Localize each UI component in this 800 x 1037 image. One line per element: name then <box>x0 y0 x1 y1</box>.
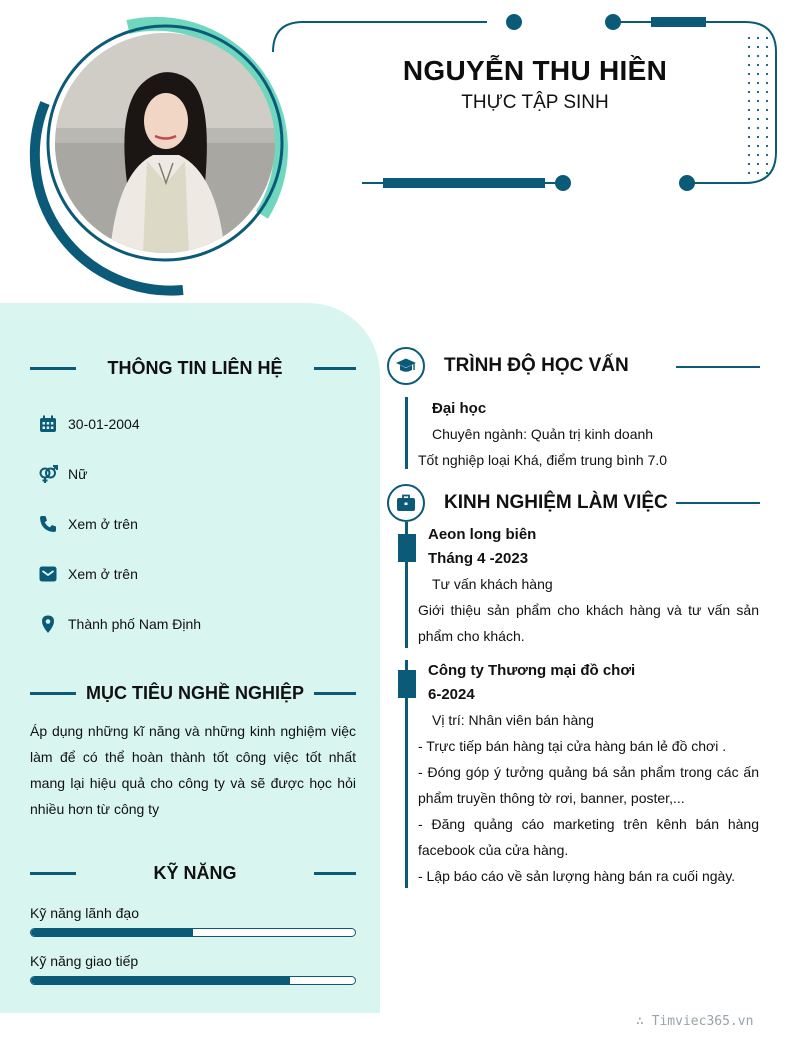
job-detail: - Đóng góp ý tưởng quảng bá sản phẩm trong các ấn phẩm truyền thông tờ rơi, banner, poster,... <box>418 764 759 806</box>
objective-title: MỤC TIÊU NGHỀ NGHIỆP <box>85 683 304 703</box>
skill-bar-fill <box>31 929 193 936</box>
job-detail: - Lập báo cáo về sản lượng hàng bán ra cuối ngày. <box>418 868 736 884</box>
contact-value: 30-01-2004 <box>68 416 140 432</box>
divider-line <box>314 872 356 875</box>
job-company: Công ty Thương mại đồ chơi <box>428 662 636 679</box>
divider-line <box>30 367 76 370</box>
education-result: Tốt nghiệp loại Khá, điểm trung bình 7.0 <box>418 452 668 468</box>
profile-photo <box>55 33 275 253</box>
divider-line <box>30 692 76 695</box>
education-title: TRÌNH ĐỘ HỌC VẤN <box>444 355 629 376</box>
divider-line <box>314 367 356 370</box>
experience-title: KINH NGHIỆM LÀM VIỆC <box>444 492 668 513</box>
phone-icon <box>37 513 59 535</box>
job-detail: Giới thiệu sản phẩm cho khách hàng và tư vấn sản phẩm cho khách. <box>418 602 759 644</box>
contact-item-birthday <box>37 413 140 435</box>
divider-line <box>314 692 356 695</box>
job-company: Aeon long biên <box>428 526 537 543</box>
skills-heading <box>30 863 356 884</box>
skill-bar <box>30 976 356 985</box>
skill-bar-fill <box>31 977 290 984</box>
contact-item-email <box>37 563 138 585</box>
objective-text: Áp dụng những kĩ năng và những kinh nghiệm việc làm để có thể hoàn thành tốt công việc tốt nhất mang lại hiệu quả cho công ty và sẽ được học hỏi nhiều hơn từ công ty <box>30 723 356 817</box>
candidate-name: NGUYỄN THU HIỀN <box>402 55 668 86</box>
job-detail: - Trực tiếp bán hàng tại cửa hàng bán lẻ đồ chơi . <box>418 738 727 754</box>
skills-title: KỸ NĂNG <box>153 863 237 883</box>
divider-line <box>676 366 760 368</box>
contact-value: Xem ở trên <box>68 516 138 532</box>
skill-label: Kỹ năng lãnh đạo <box>30 905 139 921</box>
graduation-cap-icon <box>387 347 425 385</box>
job-position: Tư vấn khách hàng <box>432 576 553 592</box>
divider-line <box>676 502 760 504</box>
education-major: Chuyên ngành: Quản trị kinh doanh <box>432 426 654 442</box>
contact-value: Nữ <box>68 466 88 482</box>
job-marker <box>398 534 416 562</box>
skill-label: Kỹ năng giao tiếp <box>30 953 139 969</box>
contact-title: THÔNG TIN LIÊN HỆ <box>107 358 283 378</box>
contact-value: Thành phố Nam Định <box>68 616 202 632</box>
objective-heading <box>30 683 356 704</box>
contact-item-phone <box>37 513 138 535</box>
education-timeline-bar <box>405 397 408 469</box>
watermark: ∴ Timviec365.vn <box>636 1014 754 1029</box>
education-school: Đại học <box>432 400 487 417</box>
job-marker <box>398 670 416 698</box>
skill-bar <box>30 928 356 937</box>
candidate-role: THỰC TẬP SINH <box>461 92 609 113</box>
contact-value: Xem ở trên <box>68 566 138 582</box>
location-icon <box>37 613 59 635</box>
contact-heading <box>30 358 356 379</box>
contact-item-address <box>37 613 201 635</box>
calendar-icon <box>37 413 59 435</box>
job-time: 6-2024 <box>428 686 475 703</box>
mail-icon <box>37 563 59 585</box>
job-position: Vị trí: Nhân viên bán hàng <box>432 712 594 728</box>
job-detail: - Đăng quảng cáo marketing trên kênh bán hàng facebook của cửa hàng. <box>418 816 759 858</box>
job-time: Tháng 4 -2023 <box>428 550 529 567</box>
divider-line <box>30 872 76 875</box>
contact-item-gender <box>37 463 87 485</box>
briefcase-icon <box>387 484 425 522</box>
gender-icon <box>37 463 59 485</box>
